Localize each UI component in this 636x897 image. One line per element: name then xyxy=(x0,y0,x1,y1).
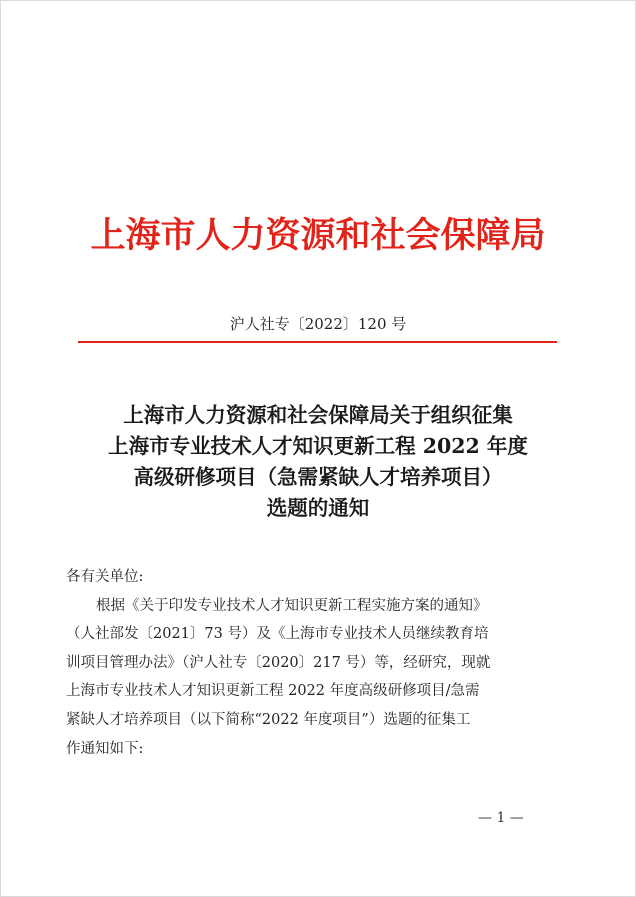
body-line-5: 紧缺人才培养项目（以下简称“2022 年度项目”）选题的征集工 xyxy=(66,711,471,728)
body-line-6: 作通知如下: xyxy=(66,740,144,757)
notice-title-line-2: 上海市专业技术人才知识更新工程 2022 年度 xyxy=(108,434,528,458)
body-line-4: 上海市专业技术人才知识更新工程 2022 年度高级研修项目/急需 xyxy=(66,683,480,700)
notice-title-line-3: 高级研修项目（急需紧缺人才培养项目） xyxy=(133,465,503,489)
notice-title-line-1: 上海市人力资源和社会保障局关于组织征集 xyxy=(123,403,513,427)
notice-body xyxy=(66,563,566,763)
notice-title xyxy=(0,400,636,524)
document-number: 沪人社专〔2022〕120 号 xyxy=(229,315,407,333)
notice-title-line-4: 选题的通知 xyxy=(266,496,370,520)
red-separator-line xyxy=(78,341,557,343)
body-line-3: 训项目管理办法》（沪人社专〔2020〕217 号）等，经研究，现就 xyxy=(66,654,491,671)
body-line-1: 根据《关于印发专业技术人才知识更新工程实施方案的通知》 xyxy=(96,597,488,614)
body-line-2: （人社部发〔2021〕73 号）及《上海市专业技术人员继续教育培 xyxy=(66,626,489,643)
salutation: 各有关单位: xyxy=(66,569,144,585)
page-number: — 1 — xyxy=(478,810,524,826)
issuing-authority-title: 上海市人力资源和社会保障局 xyxy=(90,215,546,256)
